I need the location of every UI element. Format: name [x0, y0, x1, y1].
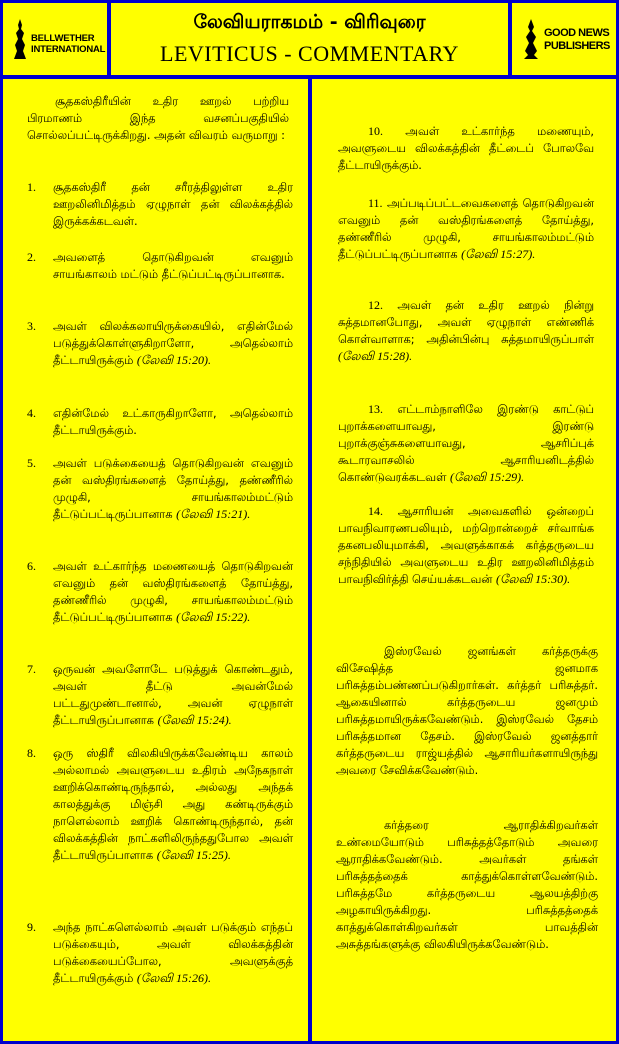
- scripture-ref: (லேவி 15:30).: [495, 572, 571, 586]
- item-text: எதின்மேல் உட்காருகிறாளோ, அதெல்லாம் தீட்டாயிருக்கும்.: [53, 406, 293, 437]
- body-paragraph: இஸ்ரவேல் ஜனங்கள் கர்த்தருக்கு விசேஷித்த ஜனமாக பரிசுத்தம்பண்ணப்படுகிறார்கள். கர்த்தர் பரிசுத்தர். ஆகையினால் கர்த்தருடைய ஜனமும் பரிசுத்தமாயிருக்கவேண்டும். இஸ்ரவேல் தேசம் பரிசுத்தமான தேசம். இஸ்ரவேல் ஜனத்தார் கர்த்தருடைய ராஜ்யத்தில் ஆசாரியர்களாயிருந்து அவரை சேவிக்கவேண்டும்.: [336, 644, 598, 777]
- item-text: அந்த நாட்களெல்லாம் அவள் படுக்கும் எந்தப் படுக்கையும், அவள் விலக்கத்தின் படுக்கையைப்போல, அவளுக்குத் தீட்டாயிருக்கும்: [53, 920, 293, 985]
- body-paragraph: கர்த்தரை ஆராதிக்கிறவர்கள் உண்மையோடும் பரிசுத்தத்தோடும் அவரை ஆராதிக்கவேண்டும். அவர்கள் தங்கள் பரிசுத்தத்தைக் காத்துக்கொள்ளவேண்டும். பரிசுத்தமே கர்த்தருடைய ஆலயத்திற்கு அழகாயிருக்கிறது. பரிசுத்தத்தைக் காத்துக்கொள்கிறவர்கள் பாவத்தின் அசுத்தங்களுக்கு விலகியிருக்கவேண்டும்.: [336, 818, 598, 951]
- intro-paragraph: சூதகஸ்திரீயின் உதிர ஊறல் பற்றிய பிரமாணம் இந்த வசனப்பகுதியில் சொல்லப்பட்டிருக்கிறது. அதன் விவரம் வருமாறு :: [27, 94, 289, 142]
- scripture-ref: (லேவி 15:25).: [156, 848, 231, 862]
- scripture-ref: (லேவி 15:26).: [136, 971, 212, 985]
- scripture-ref: (லேவி 15:28).: [338, 349, 413, 363]
- item-text: சூதகஸ்திரீ தன் சரீரத்திலுள்ள உதிர ஊறலினிமித்தம் ஏழுநாள் தன் விலக்கத்தில் இருக்கக்கடவள்.: [53, 180, 293, 228]
- header-left-panel: [3, 3, 107, 75]
- header-right-panel: [512, 3, 616, 75]
- item-text: ஒருவன் அவளோடே படுத்துக் கொண்டதும், அவள் தீட்டு அவன்மேல் பட்டதுமுண்டானால், அவன் ஏழுநாள் தீட்டாயிருப்பானாக: [53, 662, 293, 727]
- item-number: 12.: [368, 298, 383, 312]
- item-text: அவள் உட்கார்ந்த மணையும், அவளுடைய விலக்கத்தின் தீட்டைப் போலவே தீட்டாயிருக்கும்.: [338, 124, 595, 172]
- scripture-ref: (லேவி 15:22).: [176, 610, 251, 624]
- item-text: ஆசாரியன் அவைகளில் ஒன்றைப் பாவநிவாரணபலியும், மற்றொன்றைச் சர்வாங்க தகனபலியுமாக்கி, அவளுக்காகக் கர்த்தருடைய சந்நிதியில் அவளுடைய உதிர ஊறலினிமித்தம் பாவநிவிர்த்தி செய்யக்கடவன்: [338, 504, 594, 586]
- item-number: 10.: [368, 124, 383, 138]
- scripture-ref: (லேவி 15:20).: [136, 353, 212, 367]
- good-news-logo-text: GOOD NEWS PUBLISHERS: [544, 27, 610, 52]
- item-number: 13.: [368, 402, 383, 416]
- item-text: ஒரு ஸ்திரீ விலகியிருக்கவேண்டிய காலம் அல்லாமல் அவளுடைய உதிரம் அநேகநாள் ஊறிக்கொண்டிருந்தால், அல்லது அந்தக் காலத்துக்கு மிஞ்சி அது கண்டிருக்கும் நாளெல்லாம் ஊறிக் கொண்டிருந்தால், தன் விலக்கத்தின் நாட்களிலிருந்ததுபோல அவள் தீட்டாயிருப்பாளாக: [53, 746, 293, 862]
- item-number: 11.: [368, 196, 383, 210]
- header-title-panel: [111, 3, 508, 75]
- item-text: அவள் விலக்கலாயிருக்கையில், எதின்மேல் படுத்துக்கொள்ளுகிறாளோ, அதெல்லாம் தீட்டாயிருக்கும்: [53, 319, 293, 367]
- item-text: அவள் தன் உதிர ஊறல் நின்று சுத்தமானபோது, அவள் ஏழுநாள் எண்ணிக் கொள்வாளாக; அதின்பின்பு சுத்தமாயிருப்பாள்: [338, 298, 595, 346]
- bellwether-logo-text: BELLWETHER INTERNATIONAL: [31, 33, 106, 55]
- good-news-emblem-icon: [522, 19, 540, 59]
- item-text: அவளைத் தொடுகிறவன் எவனும் சாயங்காலம் மட்டும் தீட்டுப்பட்டிருப்பானாக.: [53, 250, 293, 281]
- scripture-ref: (லேவி 15:27).: [461, 247, 536, 261]
- page-title-english: LEVITICUS - COMMENTARY: [160, 41, 459, 66]
- item-text: அப்படிப்பட்டவைகளைத் தொடுகிறவன் எவனும் தன் வஸ்திரங்களைத் தோய்த்து, தண்ணீரில் முழுகி, சாயங்காலம்மட்டும் தீட்டுப்பட்டிருப்பானாக: [338, 196, 595, 261]
- item-text: அவள் படுக்கையைத் தொடுகிறவன் எவனும் தன் வஸ்திரங்களைத் தோய்த்து, தண்ணீரில் முழுகி, சாயங்காலம்மட்டும் தீட்டுப்பட்டிருப்பானாக: [53, 456, 293, 521]
- bellwether-logo: [9, 19, 106, 63]
- page-title-tamil: லேவியராகமம் - விரிவுரை: [193, 11, 426, 33]
- scripture-ref: (லேவி 15:21).: [176, 507, 251, 521]
- item-number: 14.: [368, 504, 383, 518]
- scripture-ref: (லேவி 15:29).: [450, 470, 525, 484]
- item-text: அவள் உட்கார்ந்த மணையைத் தொடுகிறவன் எவனும் தன் வஸ்திரங்களைத் தோய்த்து, தண்ணீரில் முழுகி, சாயங்காலம்மட்டும் தீட்டுப்பட்டிருப்பானாக: [53, 559, 293, 624]
- scripture-ref: (லேவி 15:24).: [157, 713, 232, 727]
- bellwether-emblem-icon: [13, 19, 27, 59]
- right-column: [312, 79, 616, 1041]
- item-text: எட்டாம்நாளிலே இரண்டு காட்டுப் புறாக்களையாவது, இரண்டு புறாக்குஞ்சுகளையாவது, ஆசரிப்புக் கூடாரவாசலில் ஆசாரியனிடத்தில் கொண்டுவரக்கடவள்: [338, 402, 595, 484]
- left-column: சூதகஸ்திரீயின் உதிர ஊறல் பற்றிய பிரமாணம் இந்த வசனப்பகுதியில் சொல்லப்பட்டிருக்கிறது. அதன் விவரம் வருமாறு : 1. சூதகஸ்திரீ தன் சரீரத்திலுள்ள உதிர ஊறலினிமித்தம் ஏழுநாள் தன் விலக்கத்தில் இருக்கக்கடவள். 2. அவளைத் தொடுகிறவன் எவனும் சாயங்காலம் மட்டும் தீட்டுப்பட்டிருப்பானாக. 3. அவள் விலக்கலாயிருக்கையில், எதின்மேல் படுத்துக்கொள்ளுகிறாளோ, அதெல்லாம் தீட்டாயிருக்கும் (லேவி 15:20). 4. எதின்மேல் உட்காருகிறாளோ, அதெல்லாம் தீட்டாயிருக்கும். 5. அவள் படுக்கையைத் தொடுகிறவன் எவனும் தன் வஸ்திரங்களைத் தோய்த்து, தண்ணீரில் முழுகி, சாயங்காலம்மட்டும் தீட்டுப்பட்டிருப்பானாக (லேவி 15:21). 6. அவள் உட்கார்ந்த மணையைத் தொடுகிறவன் எவனும் தன் வஸ்திரங்களைத் தோய்த்து, தண்ணீரில் முழுகி, சாயங்காலம்மட்டும் தீட்டுப்பட்டிருப்பானாக (லேவி 15:22). 7. ஒருவன் அவளோடே படுத்துக் கொண்டதும், அவள் தீட்டு அவன்மேல் பட்டதுமுண்டானால், அவன் ஏழுநாள் தீட்டாயிருப்பானாக (லேவி 15:24). 8. ஒரு ஸ்திரீ விலகியிருக்கவேண்டிய காலம் அல்லாமல் அவளுடைய உதிரம் அநேகநாள் ஊறிக்கொண்டிருந்தால், அல்லது அந்தக் காலத்துக்கு மிஞ்சி அது கண்டிருக்கும் நாளெல்லாம் ஊறிக் கொண்டிருந்தால், தன் விலக்கத்தின் நாட்களிலிருந்ததுபோல அவள் தீட்டாயிருப்பாளாக (லேவி 15:25). 9. அந்த நாட்களெல்லாம் அவள் படுக்கும் எந்தப் படுக்கையும், அவள் விலக்கத்தின் படுக்கையைப்போல, அவளுக்குத் தீட்டாயிருக்கும் (லேவி 15:26).: [3, 79, 308, 1041]
- good-news-logo: [518, 19, 610, 63]
